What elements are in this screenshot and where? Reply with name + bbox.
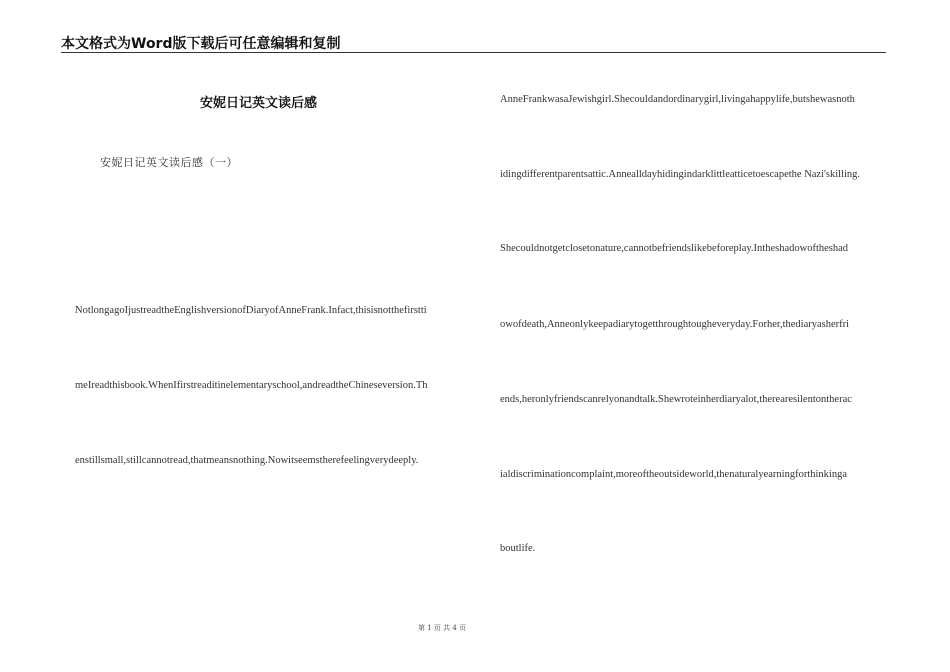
header-banner: 本文格式为Word版下载后可任意编辑和复制 <box>61 36 341 52</box>
right-text-line: ends,heronlyfriendscanrelyonandtalk.Shewroteinherdiaryalot,therearesilentontherac <box>500 394 852 405</box>
document-title: 安妮日记英文读后感 <box>200 96 318 111</box>
header-divider <box>61 52 886 53</box>
right-text-line: ialdiscriminationcomplaint,moreoftheoutsideworld,thenaturalyearningforthinkinga <box>500 469 847 480</box>
right-text-line: AnneFrankwasaJewishgirl.Shecouldandordinarygirl,livingahappylife,butshewasnoth <box>500 94 855 105</box>
left-text-line: NotlongagoIjustreadtheEnglishversionofDiaryofAnneFrank.Infact,thisisnotthefirstti <box>75 305 427 316</box>
page-number: 第 1 页 共 4 页 <box>417 624 467 632</box>
right-text-line: idingdifferentparentsattic.Annealldayhidingindarklittleatticetoescapethe Nazi'skilling. <box>500 169 861 180</box>
right-text-line: Shecouldnotgetclosetonature,cannotbefriendslikebeforeplay.Intheshadowoftheshad <box>500 243 849 254</box>
left-text-line: meIreadthisbook.WhenIfirstreaditinelementaryschool,andreadtheChineseversion.Th <box>75 380 428 391</box>
right-text-line: boutlife. <box>500 543 536 554</box>
section-heading: 安妮日记英文读后感（一） <box>100 156 238 169</box>
right-text-line: owofdeath,Anneonlykeepadiarytogetthroughtougheveryday.Forher,thediaryasherfri <box>500 319 850 330</box>
left-text-line: enstillsmall,stillcannotread,thatmeansnothing.Nowitseemstherefeelingverydeeply. <box>75 455 419 466</box>
